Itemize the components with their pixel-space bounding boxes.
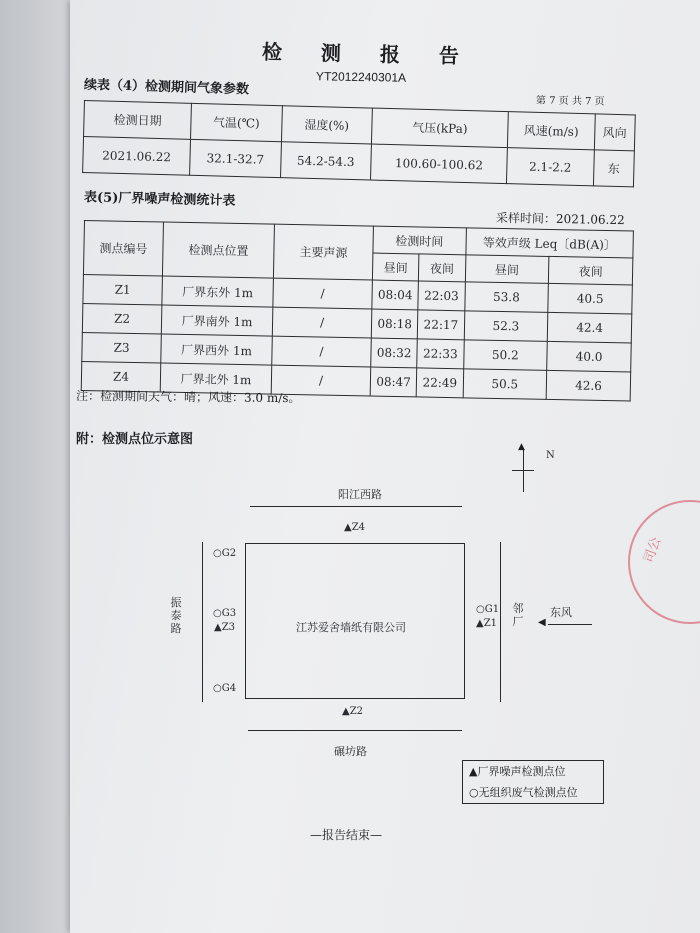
table-cell: 22:49 [416, 368, 463, 398]
table-cell: 42.6 [546, 370, 630, 401]
header-cell: 主要声源 [273, 224, 373, 280]
table-cell: 40.0 [547, 341, 631, 372]
header-cell: 检测日期 [84, 101, 192, 140]
table-cell: 2.1-2.2 [506, 148, 594, 186]
neighbor-boundary-line [500, 542, 501, 702]
point-z1: ▲Z1 [476, 618, 498, 629]
report-title: 检 测 报 告 [261, 39, 476, 69]
header-cell: 夜间 [549, 256, 633, 285]
legend-gas: ○无组织废气检测点位 [469, 786, 578, 799]
north-arrow-crossbar [512, 470, 534, 471]
north-label: N [546, 450, 555, 461]
table-cell: 22:03 [418, 281, 465, 311]
table-cell: Z3 [82, 332, 162, 363]
point-g4: ○G4 [213, 683, 237, 694]
table-cell: Z2 [82, 303, 162, 334]
table-cell: 53.8 [464, 282, 548, 313]
table-cell: 32.1-32.7 [190, 139, 281, 177]
point-z4: ▲Z4 [344, 522, 366, 533]
header-cell: 风向 [594, 114, 635, 151]
road-south-label: 碾坊路 [334, 745, 367, 758]
point-g2: ○G2 [213, 548, 237, 559]
table-cell: 08:18 [371, 309, 418, 339]
table-cell: 42.4 [547, 312, 631, 343]
table-cell: 54.2-54.3 [280, 142, 371, 180]
header-cell: 检测点位置 [162, 222, 274, 278]
binder-edge [0, 0, 70, 933]
road-north-line [250, 506, 462, 507]
table-cell: 08:32 [371, 338, 418, 368]
company-name: 江苏爱舍墙纸有限公司 [296, 621, 406, 634]
table-cell: 厂界西外 1m [161, 334, 273, 365]
table4-title: 续表（4）检测期间气象参数 [83, 77, 250, 98]
header-cell: 气压(kPa) [371, 108, 508, 148]
header-cell: 夜间 [419, 254, 466, 282]
header-cell: 气温(℃) [191, 103, 282, 141]
header-cell: 风速(m/s) [507, 112, 595, 150]
road-south-line [248, 730, 462, 731]
header-cell: 等效声级 Leq〔dB(A)〕 [465, 228, 633, 258]
point-g3: ○G3 [213, 608, 237, 619]
weather-table [82, 100, 636, 187]
point-z2: ▲Z2 [342, 706, 364, 717]
noise-table [81, 220, 634, 402]
annex-title: 附：检测点位示意图 [76, 432, 194, 447]
table-cell: 52.3 [464, 311, 548, 342]
header-cell: 检测时间 [373, 226, 466, 255]
weather-note: 注：检测期间天气：晴；风速：3.0 m/s。 [75, 388, 301, 406]
header-cell: 湿度(%) [281, 106, 372, 144]
table-cell: 厂界南外 1m [161, 305, 273, 336]
table-cell: 100.60-100.62 [370, 144, 507, 184]
header-cell: 昼间 [465, 255, 549, 284]
table-cell: Z4 [81, 361, 161, 392]
table-cell: 22:17 [418, 310, 465, 340]
table-cell: 08:04 [372, 280, 419, 310]
wind-label: 东风 [550, 606, 572, 619]
table-cell: / [272, 307, 372, 338]
header-cell: 测点编号 [83, 221, 163, 277]
north-arrow-icon: ▲ [518, 442, 525, 452]
page-number: 第 7 页 共 7 页 [535, 95, 605, 108]
table-cell: 08:47 [370, 367, 417, 397]
road-north-label: 阳江西路 [338, 488, 382, 501]
table5-title: 表(5)厂界噪声检测统计表 [83, 190, 236, 209]
table-cell: 50.2 [463, 340, 547, 371]
sampling-time: 采样时间：2021.06.22 [495, 210, 625, 228]
table-cell: / [273, 278, 373, 309]
point-g1: ○G1 [476, 604, 500, 615]
table-cell: 50.5 [463, 369, 547, 400]
header-cell: 昼间 [372, 253, 419, 281]
table-cell: 厂界东外 1m [162, 276, 274, 307]
wind-arrow-icon: ◀ [538, 617, 546, 628]
legend-noise: ▲厂界噪声检测点位 [469, 765, 566, 778]
table-cell: 厂界北外 1m [160, 363, 272, 394]
table-cell: / [272, 336, 372, 367]
point-z3: ▲Z3 [214, 622, 236, 633]
map-legend [462, 760, 604, 804]
table-cell: 2021.06.22 [83, 137, 191, 176]
neighbor-label: 邻厂 [512, 602, 524, 628]
report-number: YT2012240301A [315, 69, 407, 85]
report-end: —报告结束— [310, 828, 383, 842]
road-west-line [202, 542, 203, 702]
road-west-label: 振泰路 [170, 596, 182, 635]
table-cell: 东 [593, 150, 634, 187]
wind-arrow-line [548, 624, 592, 625]
table-cell: 22:33 [417, 339, 464, 369]
stamp-text: 司公 [641, 535, 665, 565]
table-cell: 40.5 [548, 283, 632, 314]
table-cell: Z1 [83, 274, 163, 305]
table-cell: / [271, 365, 371, 396]
